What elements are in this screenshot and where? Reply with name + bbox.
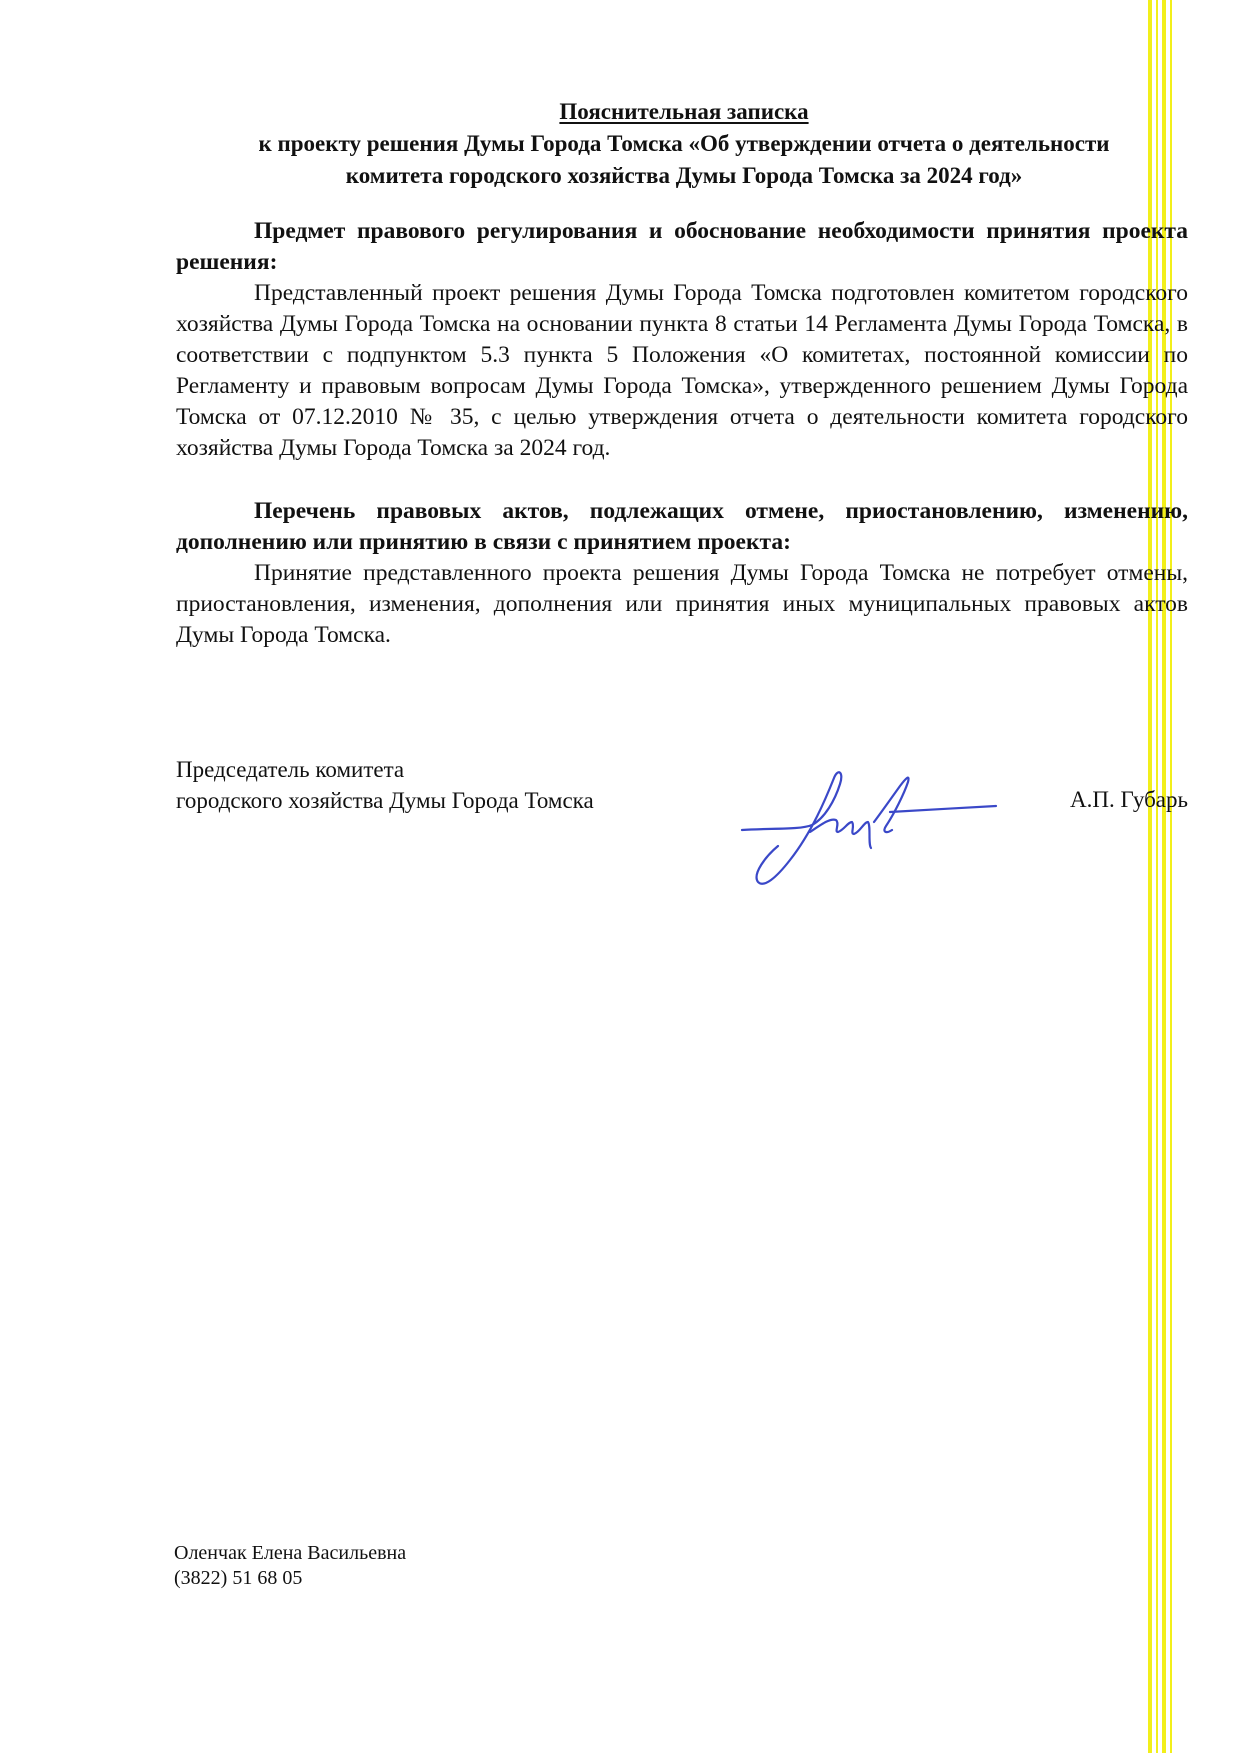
- section-regulation-subject: [176, 216, 1188, 464]
- section-heading: Перечень правовых актов, подлежащих отмене, приостановлению, изменению, дополнению или принятию в связи с принятием проекта:: [176, 498, 1188, 555]
- title-line: комитета городского хозяйства Думы Города Томска за 2024 год»: [345, 163, 1023, 188]
- section-heading: Предмет правового регулирования и обоснование необходимости принятия проекта решения:: [176, 218, 1188, 275]
- title-line: к проекту решения Думы Города Томска «Об утверждении отчета о деятельности: [258, 131, 1110, 156]
- contact-name: Оленчак Елена Васильевна: [174, 1542, 407, 1564]
- section-body: Представленный проект решения Думы Города Томска подготовлен комитетом городского хозяйства Думы Города Томска на основании пункта 8 статьи 14 Регламента Думы Города Томска, в соответствии с подпунктом 5.3 пункта 5 Положения «О комитетах, постоянной комиссии по Регламенту и правовым вопросам Думы Города Томска», утвержденного решением Думы Города Томска от 07.12.2010 № 35, с целью утверждения отчета о деятельности комитета городского хозяйства Думы Города Томска за 2024 год.: [176, 280, 1188, 461]
- document-title: [176, 96, 1192, 192]
- contact-info: [174, 1541, 406, 1591]
- section-body: Принятие представленного проекта решения Думы Города Томска не потребует отмены, приостановления, изменения, дополнения или принятия иных муниципальных правовых актов Думы Города Томска.: [176, 560, 1188, 648]
- signatory-position: [176, 754, 594, 816]
- handwritten-signature: [740, 760, 1000, 900]
- position-line: городского хозяйства Думы Города Томска: [176, 788, 594, 813]
- position-line: Председатель комитета: [176, 757, 405, 782]
- signatory-name: А.П. Губарь: [1070, 787, 1188, 812]
- section-legal-acts: [176, 496, 1188, 651]
- contact-phone: (3822) 51 68 05: [174, 1567, 303, 1589]
- title-line: Пояснительная записка: [559, 99, 809, 124]
